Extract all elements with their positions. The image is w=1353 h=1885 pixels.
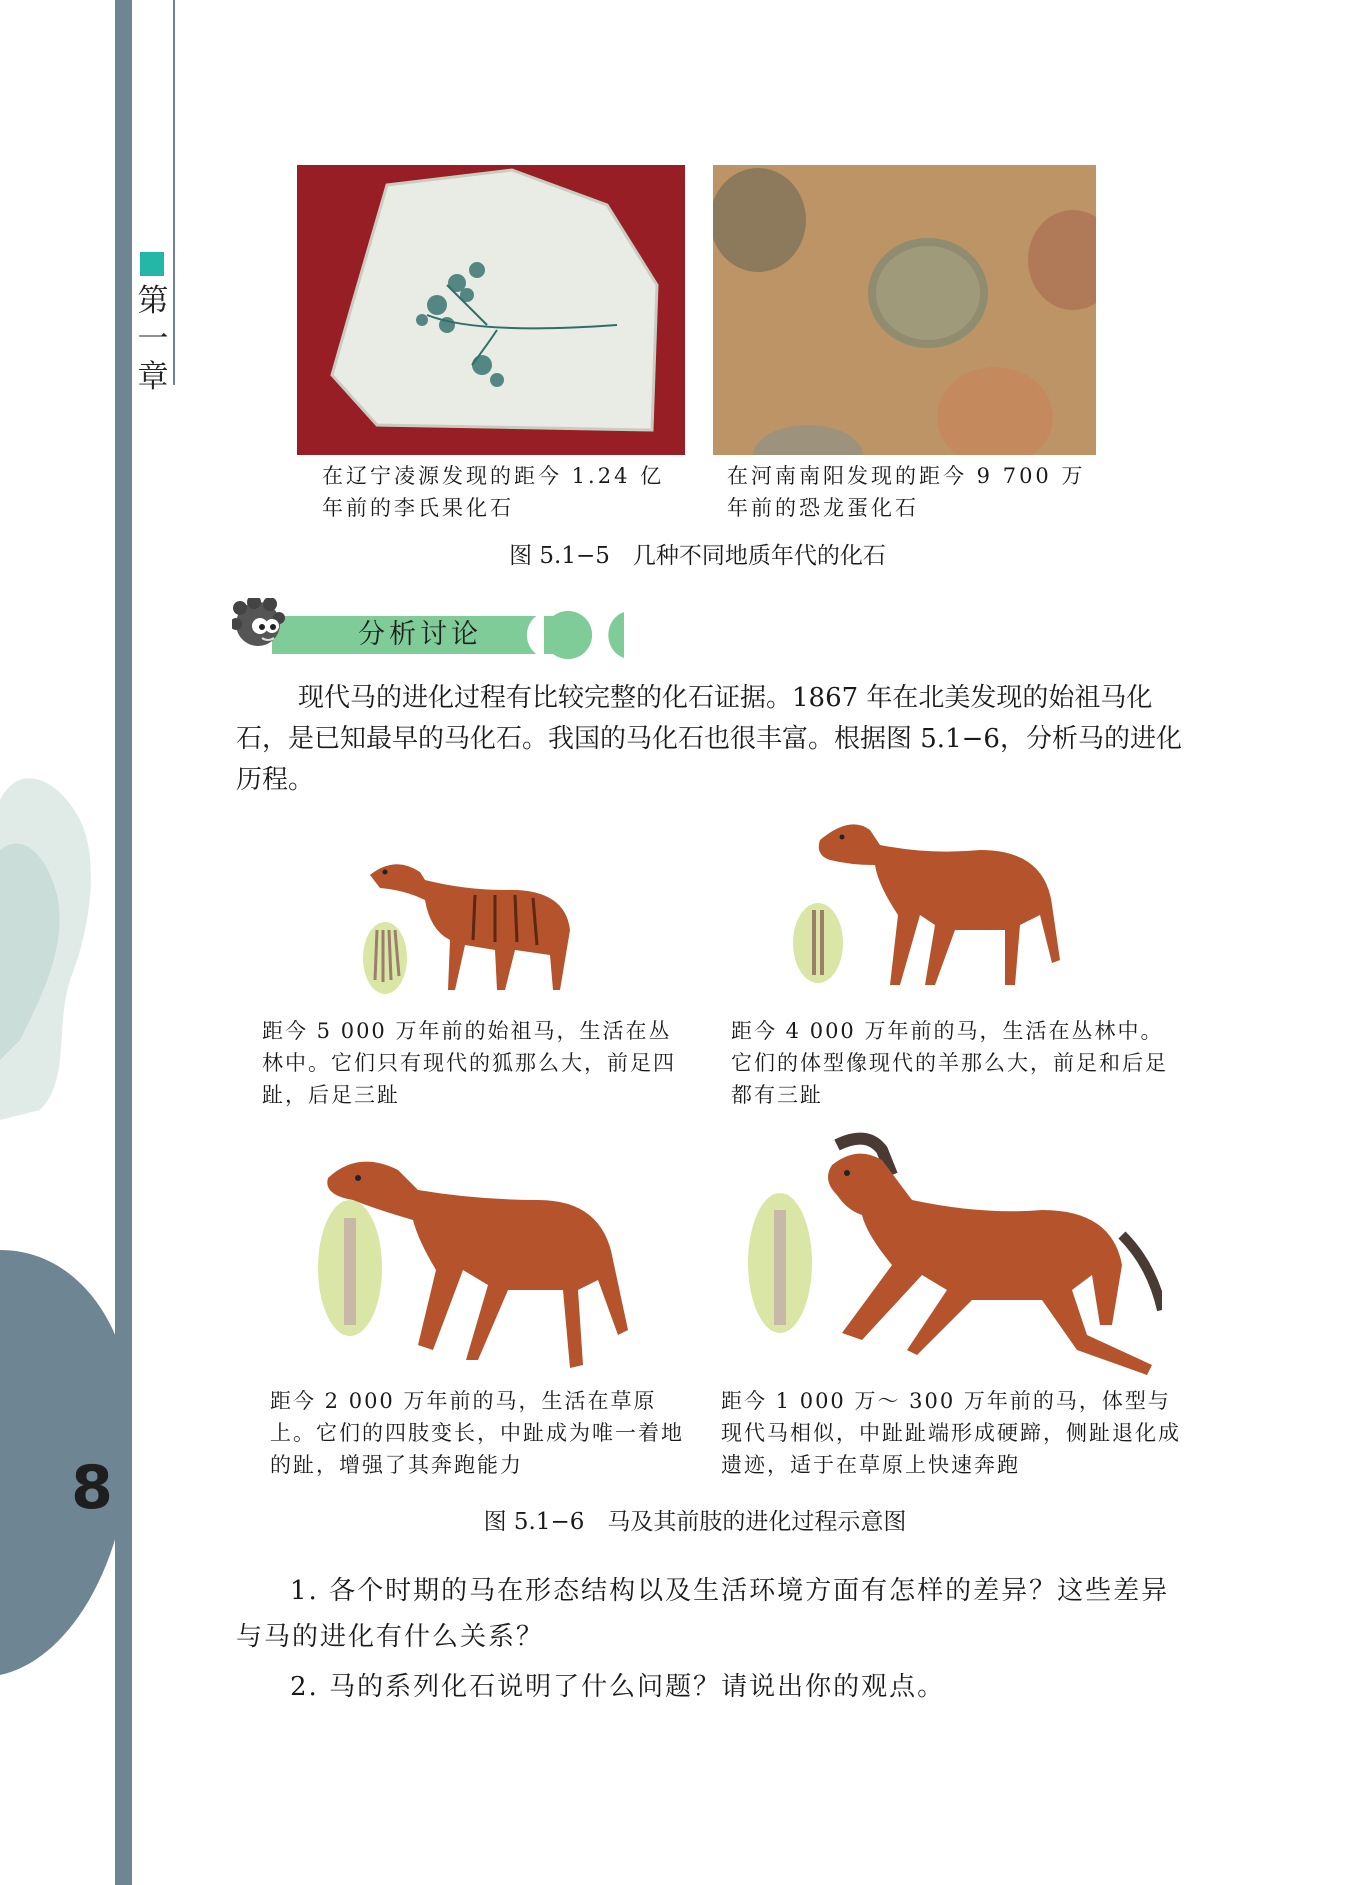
left-margin-decoration (0, 0, 132, 1885)
page-number: 8 (71, 1453, 113, 1523)
horse-40m-caption: 距今 4 000 万年前的马，生活在丛林中。它们的体型像现代的羊那么大，前足和后足都有三趾 (731, 1019, 1168, 1107)
plant-fossil-photo (297, 165, 685, 455)
question-1: 1. 各个时期的马在形态结构以及生活环境方面有怎样的差异？这些差异与马的进化有什么关系？ (236, 1576, 1170, 1652)
merychippus-illustration (318, 1140, 638, 1380)
eohippus-illustration (355, 850, 595, 1000)
dinosaur-egg-fossil-photo (713, 165, 1096, 455)
horse-10m-caption: 距今 1 000 万～ 300 万年前的马，体型与现代马相似，中趾趾端形成硬蹄，侧趾退化成遗迹，适于在草原上快速奔跑 (721, 1389, 1181, 1477)
question-2: 2. 马的系列化石说明了什么问题？请说出你的观点。 (290, 1672, 946, 1702)
discussion-title: 分析讨论 (358, 619, 482, 650)
plant-fossil-caption: 在辽宁凌源发现的距今 1.24 亿年前的李氏果化石 (322, 464, 665, 520)
figure-5-1-5-title: 图 5.1−5 几种不同地质年代的化石 (509, 543, 886, 569)
chapter-marker-square (140, 252, 164, 276)
horse-20m-caption: 距今 2 000 万年前的马，生活在草原上。它们的四肢变长，中趾成为唯一着地的趾，增强了其奔跑能力 (270, 1389, 684, 1477)
discussion-intro: 现代马的进化过程有比较完整的化石证据。1867 年在北美发现的始祖马化石，是已知最早的马化石。我国的马化石也很丰富。根据图 5.1−6，分析马的进化历程。 (236, 683, 1182, 795)
pliohippus-illustration (742, 1125, 1162, 1380)
chapter-title: 生 命 的 起 源 和 进 化 (137, 399, 169, 701)
margin-rule (173, 0, 175, 385)
figure-5-1-6-title: 图 5.1−6 马及其前肢的进化过程示意图 (483, 1509, 907, 1535)
egg-fossil-caption: 在河南南阳发现的距今 9 700 万年前的恐龙蛋化石 (727, 464, 1086, 520)
chapter-number: 第 一 章 (137, 283, 169, 395)
mesohippus-illustration (790, 815, 1080, 995)
eohippus-caption: 距今 5 000 万年前的始祖马，生活在丛林中。它们只有现代的狐那么大，前足四趾，后足三趾 (262, 1019, 676, 1107)
